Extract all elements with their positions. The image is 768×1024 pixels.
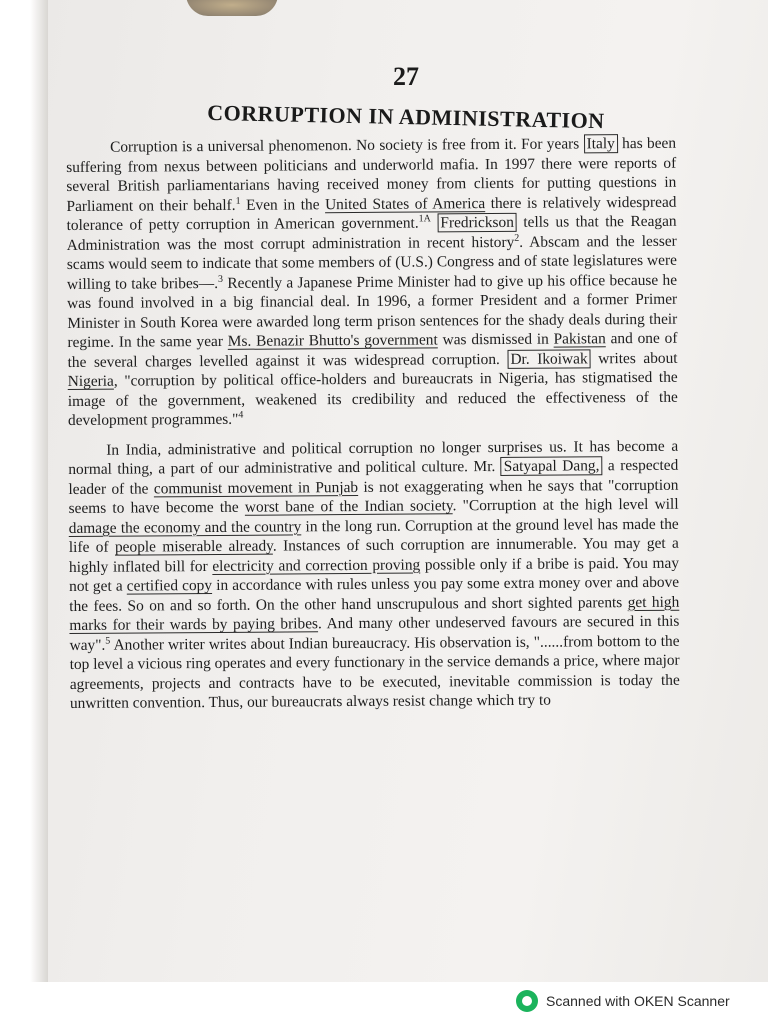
underlined-phrase: damage the economy and the country [68, 517, 302, 537]
underlined-phrase: electricity and correction proving [212, 556, 421, 575]
underlined-phrase: communist movement in Punjab [153, 478, 359, 497]
scanner-watermark [516, 990, 730, 1012]
page-edge-shadow [30, 0, 48, 982]
text-run: , "corruption by political office-holders and bureaucrats in Nigeria, has stigmatised the image of the government, weakened its credibility and reduced the effectiveness of the development programmes." [67, 368, 678, 429]
text-run: . Instances of such corruption are innumerable. You may get a highly inflated bill for [68, 534, 679, 576]
underlined-phrase: people miserable already [114, 537, 273, 556]
text-run: writes about [590, 349, 678, 367]
scanned-book-page [46, 0, 768, 982]
text-run: tells us that the Reagan Administration was the most corrupt administration in recent history [66, 212, 677, 254]
text-run: Even in the [240, 195, 326, 214]
text-run: Recently a Japanese Prime Minister had to give up his office because he was found involved in a big financial deal. In 1996, a former President and a former Primer Minister in South Korea were awarded long term prison sentences for the shady deals during their regime. In the same year [67, 271, 678, 351]
chapter-body [66, 134, 680, 714]
underlined-phrase: United States of America [324, 194, 486, 213]
underlined-phrase: worst bane of the Indian society [244, 497, 453, 516]
scanner-watermark-label: Scanned with OKEN Scanner [546, 993, 730, 1009]
text-run: . And many other undeserved favours are secured in this way". [69, 612, 680, 654]
text-run: Another writer writes about Indian bureaucracy. His observation is, "......from bottom to the top level a vicious ring operates and every functionary in the service demands a price, where major agreements, projects and contracts have to be executed, inevitable commission is today the unwritten convention. Thus, our bureaucrats always resist change which try to [69, 632, 680, 712]
thumb-shadow [186, 0, 278, 16]
boxed-term: Dr. Ikoiwak [507, 349, 590, 369]
chapter-number: 27 [393, 62, 419, 91]
boxed-term: Satyapal Dang, [501, 456, 603, 476]
underlined-phrase: Ms. Benazir Bhutto's government [227, 331, 438, 350]
footnote-ref: 2 [514, 232, 520, 244]
text-run: has been suffering from nexus between politicians and underworld mafia. In 1997 there were reports of several British parliamentarians having received money from clients for putting questions in Parliament on their behalf. [66, 134, 677, 215]
text-run: a respected leader of the [68, 456, 679, 498]
text-run: in the long run. Corruption at the ground level has made the life of [68, 515, 679, 556]
text-run: and one of the several charges levelled against it was widespread corruption. [67, 329, 678, 371]
oken-scanner-logo-icon [516, 990, 538, 1012]
paragraph-2 [68, 436, 680, 713]
text-run: . "Corruption at the high level will [452, 495, 679, 515]
underlined-phrase: get high marks for their wards by paying bribes [69, 593, 680, 634]
paragraph-1 [66, 134, 678, 431]
boxed-term: Italy [584, 134, 618, 153]
footnote-ref: 3 [217, 273, 224, 285]
text-run: in accordance with rules unless you pay some extra money over and above the fees. So on and so forth. On the other hand unscrupulous and short sighted parents [69, 573, 680, 615]
underlined-phrase: Pakistan [553, 330, 606, 348]
text-run: Corruption is a universal phenomenon. No society is free from it. For years [110, 135, 584, 156]
text-run: there is relatively widespread tolerance of petty corruption in American government. [66, 193, 677, 234]
footnote-ref: 4 [238, 409, 244, 421]
text-run: . Abscam and the lesser scams would seem to indicate that some members of (U.S.) Congress and of state legislatures were willing to take bribes—. [66, 232, 677, 293]
underlined-phrase: certified copy [126, 576, 213, 595]
footnote-ref: 1 [235, 195, 241, 207]
boxed-term: Fredrickson [437, 213, 517, 233]
underlined-phrase: Nigeria [67, 372, 114, 390]
text-run: possible only if a bribe is paid. You may not get a [69, 554, 680, 595]
text-run: In India, administrative and political corruption no longer surprises us. It has become a normal thing, a part of our administrative and political culture. Mr. [68, 437, 679, 478]
chapter-title: CORRUPTION IN ADMINISTRATION [207, 99, 605, 134]
footnote-ref: 1A [418, 213, 431, 225]
text-run [431, 214, 438, 231]
text-run: was dismissed in [437, 330, 554, 349]
footnote-ref: 5 [105, 635, 111, 647]
text-run: is not exaggerating when he says that "corruption seems to have become the [68, 476, 679, 517]
